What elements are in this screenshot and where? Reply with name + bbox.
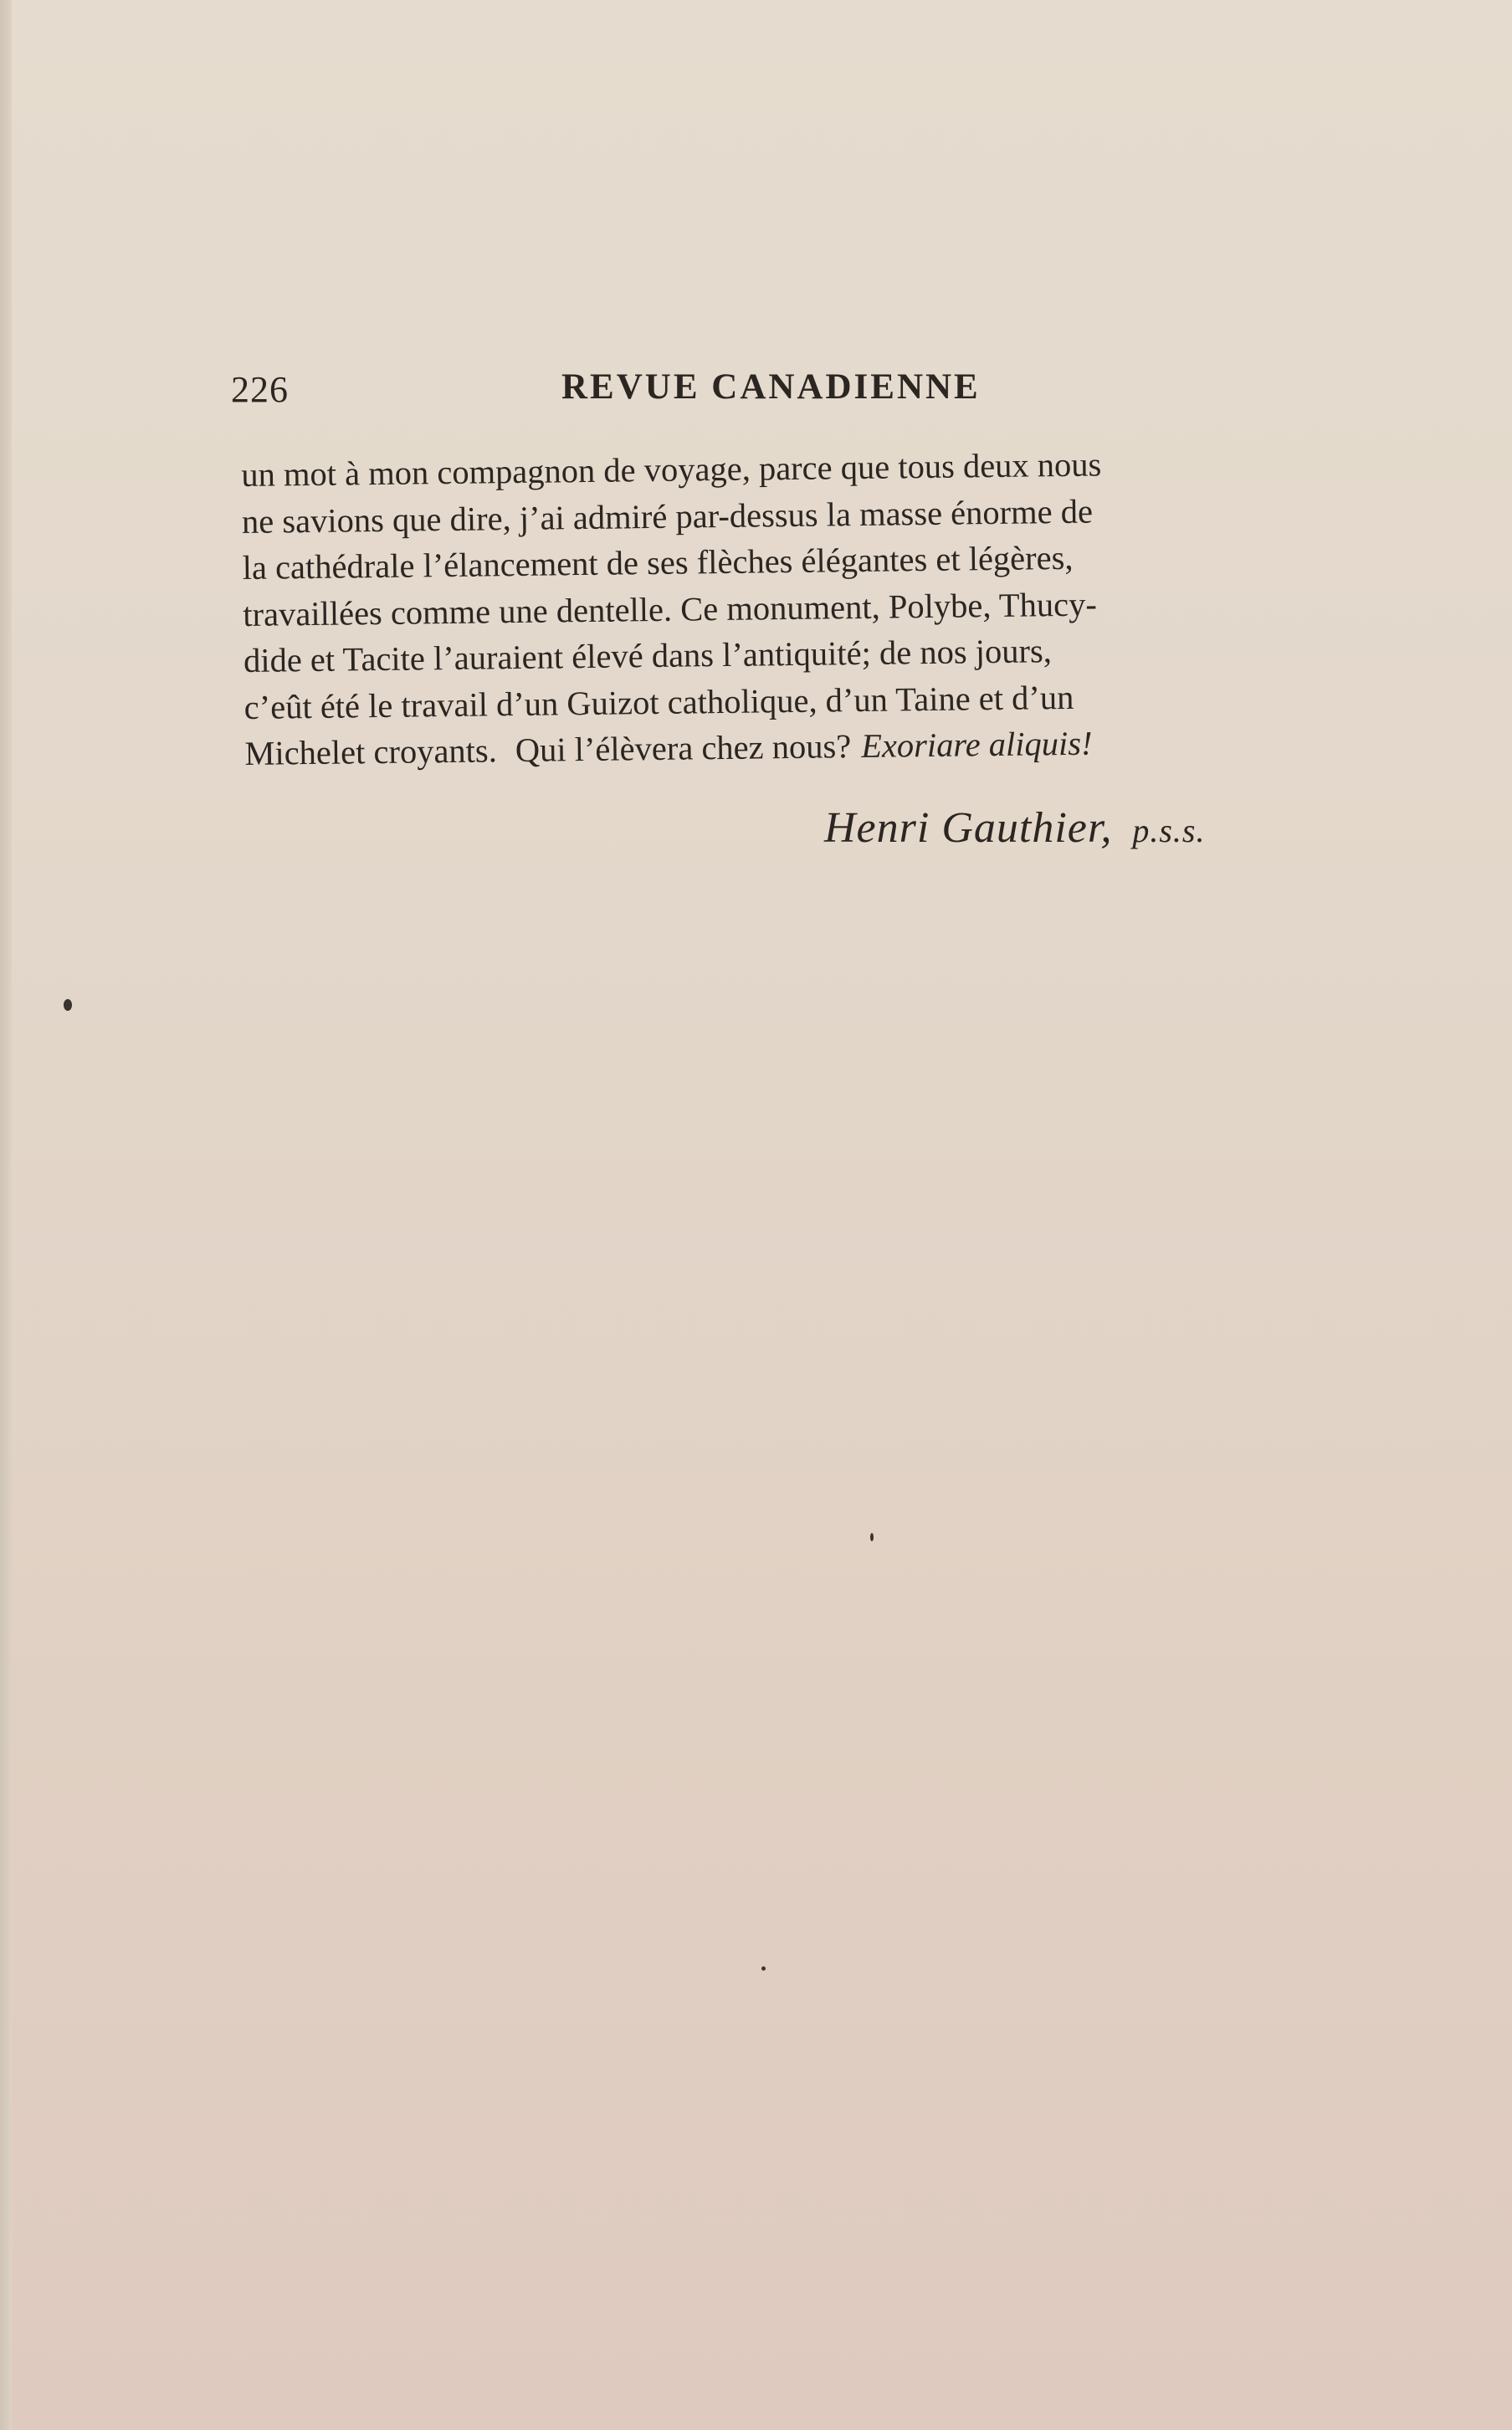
author-signature	[824, 803, 1205, 853]
page-edge	[0, 0, 12, 2430]
ink-speck	[761, 1966, 766, 1971]
body-paragraph	[241, 438, 1350, 777]
text-line-content: un mot à mon compagnon de voyage, parce que tous deux nous	[241, 445, 1102, 494]
text-line-content: ne savions que dire, j’ai admiré par-dessus la masse énorme de	[241, 492, 1094, 541]
text-line-content: travaillées comme une dentelle. Ce monument, Polybe, Thucy-	[243, 585, 1098, 633]
last-line-italic: Exoriare aliquis!	[860, 724, 1093, 765]
ink-speck	[870, 1533, 874, 1541]
journal-title: REVUE CANADIENNE	[561, 367, 981, 407]
last-line-question: Qui l’élèvera chez nous?	[515, 727, 852, 770]
last-line-roman: Michelet croyants.	[244, 731, 498, 772]
signature-name: Henri Gauthier,	[824, 804, 1113, 852]
ink-speck	[64, 999, 72, 1011]
text-line-content: dide et Tacite l’auraient élevé dans l’antiquité; de nos jours,	[243, 632, 1053, 679]
text-line-content: la cathédrale l’élancement de ses flèches élégantes et légères,	[242, 538, 1074, 587]
running-head	[231, 367, 1344, 417]
text-line-content: c’eût été le travail d’un Guizot catholique, d’un Taine et d’un	[243, 678, 1074, 726]
signature-suffix: p.s.s.	[1132, 812, 1206, 849]
page-number: 226	[231, 369, 289, 410]
